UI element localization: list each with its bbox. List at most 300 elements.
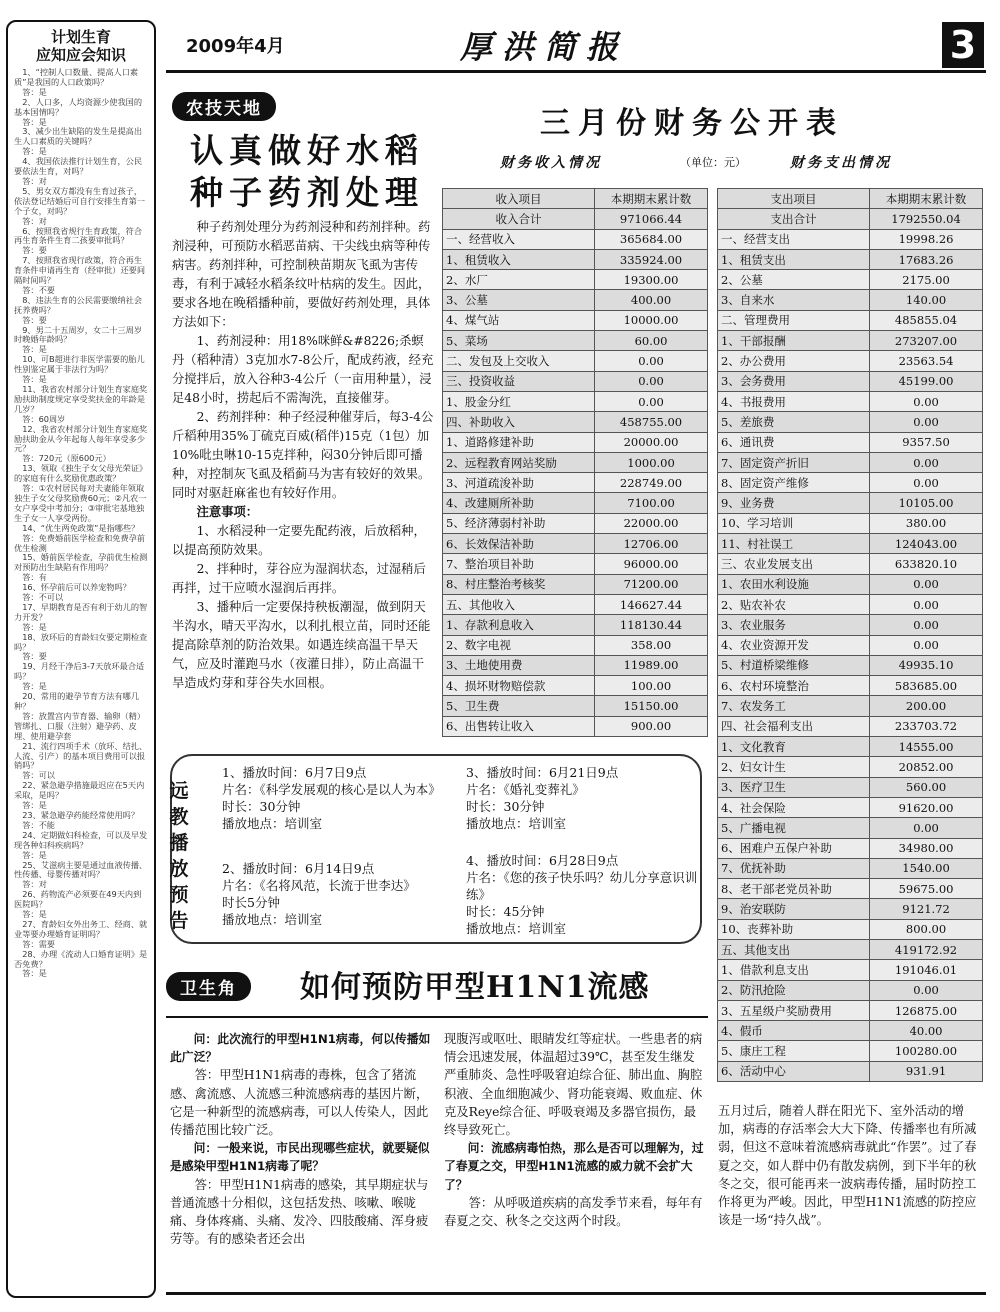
amount-cell: 560.00 <box>870 777 983 797</box>
agri-note-title: 注意事项： <box>196 505 259 519</box>
sidebar-qa-line: 答：是 <box>22 374 47 385</box>
sidebar-qa-line: 答：对 <box>22 215 47 226</box>
table-row <box>718 615 983 635</box>
amount-cell: 40.00 <box>870 1021 983 1041</box>
item-cell: 6、通讯费 <box>718 432 870 452</box>
item-cell: 6、困难户五保户补助 <box>718 838 870 858</box>
item-cell: 9、治安联防 <box>718 899 870 919</box>
amount-cell: 485855.04 <box>870 310 983 330</box>
sidebar-qa-line: 12、我省农村部分计划生育家庭奖励扶助金从今年起每人每年享受多少元？ <box>14 423 148 454</box>
broadcast-place: 播放地点：培训室 <box>222 816 323 831</box>
table-row <box>718 797 983 817</box>
table-row <box>443 452 708 472</box>
table-row <box>718 1021 983 1041</box>
sidebar-qa-line: 答：放置宫内节育器、输卵（精）管绑扎、口服（注射）避孕药、皮埋、使用避孕套 <box>14 710 146 741</box>
health-answer: 五月过后，随着人群在阳光下、室外活动的增加，病毒的存活率会大大下降、传播率也有所减弱，但这不意味着流感病毒就此“作罢”。过了春夏之交，如人群中仍有散发病例，到下半年的秋冬之交，很可能再来一波病毒传播，届时防控工作将更为严峻。因此，甲型H1N1流感的防控应该是一场“持久战”。 <box>718 1104 977 1228</box>
table-row <box>718 655 983 675</box>
amount-cell: 15150.00 <box>595 696 708 716</box>
item-cell: 2、妇女计生 <box>718 757 870 777</box>
amount-cell: 49935.10 <box>870 655 983 675</box>
amount-cell: 228749.00 <box>595 473 708 493</box>
item-cell: 四、社会福利支出 <box>718 716 870 736</box>
sidebar-qa-line: 答：有 <box>22 572 47 583</box>
table-row <box>443 432 708 452</box>
table-row <box>443 473 708 493</box>
amount-cell: 60.00 <box>595 331 708 351</box>
amount-cell: 14555.00 <box>870 737 983 757</box>
item-cell: 2、贴农补农 <box>718 594 870 614</box>
sidebar-title-line2: 应知应会知识 <box>35 46 126 64</box>
item-cell: 6、活动中心 <box>718 1061 870 1081</box>
table-row <box>718 432 983 452</box>
amount-cell: 0.00 <box>870 473 983 493</box>
column-header: 本期期末累计数 <box>595 189 708 209</box>
table-row <box>718 290 983 310</box>
sidebar-faq <box>6 20 156 1298</box>
amount-cell: 419172.92 <box>870 939 983 959</box>
table-row <box>718 412 983 432</box>
amount-cell: 10105.00 <box>870 493 983 513</box>
item-cell: 7、农发务工 <box>718 696 870 716</box>
table-row <box>443 391 708 411</box>
agri-note: 2、拌种时，芽谷应为湿润状态，过湿稍后再拌，过干应喷水湿润后再拌。 <box>172 562 426 595</box>
health-column <box>170 1030 434 1248</box>
amount-cell: 200.00 <box>870 696 983 716</box>
sidebar-qa-line: 19、月经干净后3-7天放环最合适吗？ <box>14 661 145 682</box>
health-question: 问：此次流行的甲型H1N1病毒，何以传播如此广泛？ <box>170 1032 431 1065</box>
amount-cell: 34980.00 <box>870 838 983 858</box>
amount-cell: 140.00 <box>870 290 983 310</box>
item-cell: 5、卫生费 <box>443 696 595 716</box>
item-cell: 10、丧葬补助 <box>718 919 870 939</box>
health-answer: 答：甲型H1N1病毒的毒株，包含了猪流感、禽流感、人流感三种流感病毒的基因片断，它是一种新型的流感病毒，可以人传染人，因此传播范围比较广泛。 <box>170 1068 429 1138</box>
amount-cell: 971066.44 <box>595 209 708 229</box>
amount-cell: 91620.00 <box>870 797 983 817</box>
amount-cell: 458755.00 <box>595 412 708 432</box>
amount-cell: 273207.00 <box>870 331 983 351</box>
broadcast-duration: 时长5分钟 <box>222 895 280 910</box>
sidebar-qa-line: 答：是 <box>22 86 47 97</box>
amount-cell: 1792550.04 <box>870 209 983 229</box>
table-header-row <box>718 189 983 209</box>
item-cell: 4、农业资源开发 <box>718 635 870 655</box>
amount-cell: 45199.00 <box>870 371 983 391</box>
agri-article-body <box>172 218 434 693</box>
amount-cell: 71200.00 <box>595 574 708 594</box>
broadcast-time: 2、播放时间：6月14日9点 <box>222 861 375 876</box>
item-cell: 8、村庄整治考核奖 <box>443 574 595 594</box>
amount-cell: 400.00 <box>595 290 708 310</box>
table-row <box>718 513 983 533</box>
item-cell: 10、学习培训 <box>718 513 870 533</box>
item-cell: 二、管理费用 <box>718 310 870 330</box>
table-row <box>443 371 708 391</box>
item-cell: 二、发包及上交收入 <box>443 351 595 371</box>
amount-cell: 0.00 <box>870 412 983 432</box>
health-question: 问：一般来说，市民出现哪些症状，就要疑似是感染甲型H1N1病毒了呢？ <box>170 1141 430 1174</box>
table-row <box>718 554 983 574</box>
table-row <box>443 554 708 574</box>
sidebar-qa-line: 答：是 <box>22 849 47 860</box>
sidebar-qa-line: 答：要 <box>22 651 47 662</box>
broadcast-duration: 时长：30分钟 <box>222 799 301 814</box>
finance-title: 三月份财务公开表 <box>540 106 844 141</box>
broadcast-duration: 时长：45分钟 <box>466 904 545 919</box>
sidebar-qa-line: 17、早期教育是否有利于幼儿的智力开发？ <box>14 601 148 622</box>
table-row <box>718 391 983 411</box>
item-cell: 4、假币 <box>718 1021 870 1041</box>
amount-cell: 17683.26 <box>870 249 983 269</box>
sidebar-qa-line: 答：对 <box>22 879 47 890</box>
table-row <box>718 594 983 614</box>
sidebar-qa-line: 6、按照我省规行生育政策，符合再生育条件生育二孩要审批吗？ <box>14 225 143 246</box>
health-section-tag: 卫生角 <box>166 972 251 1001</box>
broadcast-film: 片名：《您的孩子快乐吗？幼儿分享意识训练》 <box>466 870 698 902</box>
item-cell: 5、康庄工程 <box>718 1041 870 1061</box>
amount-cell: 10000.00 <box>595 310 708 330</box>
item-cell: 3、农业服务 <box>718 615 870 635</box>
table-row <box>443 635 708 655</box>
table-row <box>443 594 708 614</box>
amount-cell: 20000.00 <box>595 432 708 452</box>
amount-cell: 335924.00 <box>595 249 708 269</box>
table-row <box>443 331 708 351</box>
table-row <box>718 351 983 371</box>
item-cell: 5、经济薄弱村补助 <box>443 513 595 533</box>
health-column <box>718 1102 982 1229</box>
agri-paragraph: 2、药剂拌种：种子经浸种催芽后，每3-4公斤稻种用35%丁硫克百威(稻伴)15克（1包）加10%吡虫啉10-15克拌种，闷30分钟后即可播种，对控制灰飞虱及稻蓟马为害有较好的效果。同时对驱赶麻雀也有较好作用。 <box>172 410 434 500</box>
amount-cell: 0.00 <box>870 391 983 411</box>
item-cell: 一、经营支出 <box>718 229 870 249</box>
sidebar-qa-line: 26、药物流产必须要在49天内到医院吗？ <box>14 889 142 910</box>
amount-cell: 23563.54 <box>870 351 983 371</box>
table-row <box>718 1041 983 1061</box>
table-row <box>443 534 708 554</box>
item-cell: 4、损坏财物赔偿款 <box>443 676 595 696</box>
column-header: 本期期末累计数 <box>870 189 983 209</box>
amount-cell: 583685.00 <box>870 676 983 696</box>
table-row <box>443 229 708 249</box>
sidebar-qa-line: 11、我省农村部分计划生育家庭奖励扶助制度规定享受奖扶金的年龄是几岁？ <box>14 384 148 414</box>
sidebar-qa-line: 27、育龄妇女外出务工、经商、就业等要办理婚育证明吗？ <box>14 918 148 939</box>
agri-headline <box>190 130 424 214</box>
agri-headline-line1: 认真做好水稻 <box>190 131 424 170</box>
table-row <box>443 513 708 533</box>
sidebar-qa-line: 28、办理《流动人口婚育证明》是否免费？ <box>14 948 148 969</box>
sidebar-qa-line: 答：720元（原600元） <box>22 453 111 464</box>
amount-cell: 59675.00 <box>870 879 983 899</box>
header-rule <box>166 70 986 73</box>
sidebar-qa-line: 18、放环后的育龄妇女要定期检查吗？ <box>14 631 148 652</box>
table-row <box>718 1000 983 1020</box>
item-cell: 4、社会保险 <box>718 797 870 817</box>
sidebar-qa-line: 23、紧急避孕药能经常使用吗？ <box>22 809 140 820</box>
table-row <box>718 818 983 838</box>
sidebar-qa-line: 答：是 <box>22 621 47 632</box>
column-header: 收入项目 <box>443 189 595 209</box>
sidebar-qa-line: 答：不要 <box>22 284 55 295</box>
item-cell: 1、租赁收入 <box>443 249 595 269</box>
broadcast-label: 远教播放预告 <box>169 780 189 932</box>
health-question: 问：流感病毒怕热，那么是否可以理解为，过了春夏之交，甲型H1N1流感的威力就不会扩大了？ <box>444 1141 704 1192</box>
item-cell: 1、道路修建补助 <box>443 432 595 452</box>
table-row <box>718 777 983 797</box>
sidebar-qa-line: 21、流行四项手术（放环、结扎、人流、引产）的基本项目费用可以报销吗？ <box>14 740 148 771</box>
table-row <box>718 229 983 249</box>
item-cell: 6、农村环境整治 <box>718 676 870 696</box>
agri-note: 1、水稻浸种一定要先配药液，后放稻种，以提高预防效果。 <box>172 524 426 557</box>
table-row <box>718 676 983 696</box>
table-row <box>718 696 983 716</box>
table-row <box>718 331 983 351</box>
table-row <box>443 615 708 635</box>
item-cell: 5、差旅费 <box>718 412 870 432</box>
item-cell: 3、河道疏浚补助 <box>443 473 595 493</box>
item-cell: 9、业务费 <box>718 493 870 513</box>
item-cell: 6、长效保洁补助 <box>443 534 595 554</box>
expense-subtitle: 财务支出情况 <box>790 155 892 171</box>
expense-table <box>717 188 983 1082</box>
amount-cell: 931.91 <box>870 1061 983 1081</box>
health-answer: 答：甲型H1N1病毒的感染，其早期症状与普通流感十分相似，这包括发热、咳嗽、喉咙痛、身体疼痛、头痛、发冷、四肢酸痛、浑身疲劳等。有的感染者还会出 <box>170 1177 429 1247</box>
item-cell: 1、干部报酬 <box>718 331 870 351</box>
amount-cell: 19998.26 <box>870 229 983 249</box>
sidebar-qa-line: 16、怀孕前后可以养宠物吗？ <box>22 582 131 593</box>
item-cell: 3、公墓 <box>443 290 595 310</box>
table-row <box>718 209 983 229</box>
item-cell: 1、租赁支出 <box>718 249 870 269</box>
amount-cell: 100.00 <box>595 676 708 696</box>
item-cell: 4、改建厕所补助 <box>443 493 595 513</box>
page-number: 3 <box>942 22 984 68</box>
amount-cell: 11989.00 <box>595 655 708 675</box>
broadcast-time: 3、播放时间：6月21日9点 <box>466 765 619 780</box>
amount-cell: 124043.00 <box>870 534 983 554</box>
broadcast-item <box>222 764 454 832</box>
sidebar-qa-list <box>14 68 148 979</box>
unit-label: （单位：元） <box>680 156 746 169</box>
amount-cell: 20852.00 <box>870 757 983 777</box>
health-column <box>444 1030 706 1230</box>
amount-cell: 0.00 <box>870 615 983 635</box>
table-row <box>718 980 983 1000</box>
item-cell: 2、数字电视 <box>443 635 595 655</box>
table-row <box>718 919 983 939</box>
amount-cell: 380.00 <box>870 513 983 533</box>
sidebar-qa-line: 答：①农村居民每对夫妻能年领取独生子女父母奖励费60元；②凡农一女户享受中考加分；③审批宅基地独生子女一人享受两份。 <box>14 483 147 523</box>
broadcast-time: 4、播放时间：6月28日9点 <box>466 853 619 868</box>
sidebar-qa-line: 答：是 <box>22 146 47 157</box>
table-row <box>443 310 708 330</box>
item-cell: 5、村道桥梁维修 <box>718 655 870 675</box>
sidebar-qa-line: 9、男二十五周岁，女二十三周岁时晚婚年龄吗？ <box>14 324 143 345</box>
sidebar-qa-line: 答：可以 <box>22 770 55 781</box>
item-cell: 一、经营收入 <box>443 229 595 249</box>
agri-section-tag: 农技天地 <box>172 92 276 121</box>
sidebar-qa-line: 4、我国依法推行计划生育，公民要依法生育，对吗？ <box>14 156 143 177</box>
table-row <box>718 574 983 594</box>
table-row <box>443 249 708 269</box>
table-row <box>718 879 983 899</box>
sidebar-qa-line: 答：是 <box>22 909 47 920</box>
table-row <box>718 960 983 980</box>
amount-cell: 0.00 <box>870 980 983 1000</box>
broadcast-duration: 时长：30分钟 <box>466 799 545 814</box>
sidebar-qa-line: 10、可B超进行非医学需要的胎儿性别鉴定属于非法行为吗？ <box>14 354 145 375</box>
table-row <box>443 351 708 371</box>
sidebar-qa-line: 20、常用的避孕节育方法有哪几种？ <box>14 691 140 711</box>
item-cell: 8、老干部老党员补助 <box>718 879 870 899</box>
item-cell: 五、其他收入 <box>443 594 595 614</box>
item-cell: 4、书报费用 <box>718 391 870 411</box>
sidebar-qa-line: 答：免费婚前医学检查和免费孕前优生检测 <box>14 532 146 553</box>
table-row <box>718 473 983 493</box>
table-row <box>443 290 708 310</box>
item-cell: 2、水厂 <box>443 270 595 290</box>
table-header-row <box>443 189 708 209</box>
table-row <box>443 716 708 736</box>
amount-cell: 2175.00 <box>870 270 983 290</box>
agri-note: 3、播种后一定要保持秧板潮湿，做到阴天半沟水，晴天平沟水，以利扎根立苗，同时还能提高除草剂的防治效果。如遇连续高温干旱天气，应及时灌跑马水（夜灌日排），防止高温干旱造成灼芽和芽谷失水回根。 <box>172 600 431 690</box>
table-row <box>443 270 708 290</box>
broadcast-film: 片名：《名将风范，长流于世李达》 <box>222 878 416 893</box>
sidebar-qa-line: 1、“控制人口数量、提高人口素质”是我国的人口政策吗？ <box>14 67 139 87</box>
sidebar-qa-line: 8、违法生育的公民需要缴纳社会抚养费吗？ <box>14 294 143 315</box>
table-row <box>718 838 983 858</box>
amount-cell: 0.00 <box>870 635 983 655</box>
table-row <box>718 858 983 878</box>
item-cell: 支出合计 <box>718 209 870 229</box>
amount-cell: 0.00 <box>595 391 708 411</box>
table-row <box>718 716 983 736</box>
item-cell: 收入合计 <box>443 209 595 229</box>
amount-cell: 19300.00 <box>595 270 708 290</box>
health-rule <box>166 1016 708 1018</box>
item-cell: 7、固定资产折旧 <box>718 452 870 472</box>
table-row <box>718 534 983 554</box>
sidebar-qa-line: 答：不能 <box>22 819 55 830</box>
sidebar-title-line1: 计划生育 <box>50 28 111 46</box>
health-answer: 现腹泻或呕吐、眼睛发红等症状。一些患者的病情会迅速发展，体温超过39℃，甚至发生继发严重肺炎、急性呼吸窘迫综合征、肺出血、胸腔积液、全血细胞减少、肾功能衰竭、败血症、休克及Reye综合征、呼吸衰竭及多器官损伤，最终导致死亡。 <box>444 1032 703 1138</box>
table-row <box>443 696 708 716</box>
sidebar-qa-line: 25、艾滋病主要是通过血液传播、性传播、母婴传播对吗？ <box>14 859 148 880</box>
broadcast-time: 1、播放时间：6月7日9点 <box>222 765 367 780</box>
item-cell: 三、农业发展支出 <box>718 554 870 574</box>
amount-cell: 9121.72 <box>870 899 983 919</box>
item-cell: 7、整治项目补助 <box>443 554 595 574</box>
sidebar-qa-line: 答：是 <box>22 116 47 127</box>
table-row <box>718 310 983 330</box>
item-cell: 1、农田水利设施 <box>718 574 870 594</box>
broadcast-film: 片名：《婚礼变葬礼》 <box>466 782 585 797</box>
sidebar-qa-line: 答：是 <box>22 968 47 979</box>
bottom-rule <box>166 1292 986 1295</box>
amount-cell: 12706.00 <box>595 534 708 554</box>
sidebar-qa-line: 13、领取《独生子女父母光荣证》的家庭有什么奖励优惠政策？ <box>14 463 148 484</box>
table-row <box>718 757 983 777</box>
sidebar-qa-line: 答：是 <box>22 681 47 692</box>
table-row <box>443 676 708 696</box>
sidebar-qa-line: 答：要 <box>22 245 47 256</box>
health-answer: 答：从呼吸道疾病的高发季节来看，每年有春夏之交、秋冬之交这两个时段。 <box>444 1195 703 1229</box>
sidebar-qa-line: 答：是 <box>22 800 47 811</box>
item-cell: 5、广播电视 <box>718 818 870 838</box>
issue-date: 2009年4月 <box>186 36 285 57</box>
item-cell: 11、村社误工 <box>718 534 870 554</box>
table-row <box>718 1061 983 1081</box>
item-cell: 1、存款利息收入 <box>443 615 595 635</box>
masthead: 厚洪简报 <box>460 28 629 66</box>
column-header: 支出项目 <box>718 189 870 209</box>
health-headline: 如何预防甲型H1N1流感 <box>300 970 650 1005</box>
income-table <box>442 188 708 737</box>
item-cell: 2、办公费用 <box>718 351 870 371</box>
income-subtitle: 财务收入情况 <box>500 155 602 171</box>
item-cell: 五、其他支出 <box>718 939 870 959</box>
broadcast-item <box>222 860 454 928</box>
amount-cell: 900.00 <box>595 716 708 736</box>
item-cell: 3、自来水 <box>718 290 870 310</box>
amount-cell: 22000.00 <box>595 513 708 533</box>
item-cell: 1、股金分红 <box>443 391 595 411</box>
table-row <box>443 655 708 675</box>
table-row <box>718 270 983 290</box>
sidebar-qa-line: 答：是 <box>22 344 47 355</box>
amount-cell: 365684.00 <box>595 229 708 249</box>
table-row <box>718 899 983 919</box>
table-row <box>718 371 983 391</box>
amount-cell: 0.00 <box>870 452 983 472</box>
table-row <box>718 249 983 269</box>
table-row <box>443 493 708 513</box>
amount-cell: 126875.00 <box>870 1000 983 1020</box>
amount-cell: 9357.50 <box>870 432 983 452</box>
sidebar-title <box>14 28 148 64</box>
amount-cell: 633820.10 <box>870 554 983 574</box>
amount-cell: 1540.00 <box>870 858 983 878</box>
amount-cell: 100280.00 <box>870 1041 983 1061</box>
amount-cell: 233703.72 <box>870 716 983 736</box>
agri-paragraph: 种子药剂处理分为药剂浸种和药剂拌种。药剂浸种，可预防水稻恶苗病、干尖线虫病等种传病害。药剂拌种，可控制秧苗期灰飞虱为害传毒，有利于减轻水稻条纹叶枯病的发生。因此，要求各地在晚稻播种前，要做好药剂处理，具体方法如下： <box>172 220 431 329</box>
sidebar-qa-line: 答：需要 <box>22 938 55 949</box>
sidebar-qa-line: 3、减少出生缺陷的发生是提高出生人口素质的关键吗？ <box>14 126 143 147</box>
broadcast-item <box>466 764 698 832</box>
amount-cell: 0.00 <box>595 371 708 391</box>
sidebar-qa-line: 答：不可以 <box>22 592 64 603</box>
sidebar-qa-line: 答：60周岁 <box>22 413 66 424</box>
amount-cell: 96000.00 <box>595 554 708 574</box>
item-cell: 1、借款利息支出 <box>718 960 870 980</box>
sidebar-qa-line: 14、“优生两免政策”是指哪些？ <box>22 522 140 533</box>
table-row <box>718 635 983 655</box>
amount-cell: 800.00 <box>870 919 983 939</box>
item-cell: 3、医疗卫生 <box>718 777 870 797</box>
amount-cell: 0.00 <box>870 594 983 614</box>
sidebar-qa-line: 答：要 <box>22 314 47 325</box>
item-cell: 7、优抚补助 <box>718 858 870 878</box>
sidebar-qa-line: 5、男女双方都没有生育过孩子，依法登记结婚后可自行安排生育第一个子女，对吗？ <box>14 185 146 216</box>
item-cell: 3、土地使用费 <box>443 655 595 675</box>
table-row <box>718 452 983 472</box>
item-cell: 三、投资收益 <box>443 371 595 391</box>
broadcast-place: 播放地点：培训室 <box>466 921 567 936</box>
amount-cell: 0.00 <box>870 818 983 838</box>
table-row <box>718 493 983 513</box>
sidebar-qa-line: 2、人口多，人均资源少使我国的基本国情吗？ <box>14 96 143 117</box>
amount-cell: 191046.01 <box>870 960 983 980</box>
item-cell: 四、补助收入 <box>443 412 595 432</box>
table-row <box>718 939 983 959</box>
